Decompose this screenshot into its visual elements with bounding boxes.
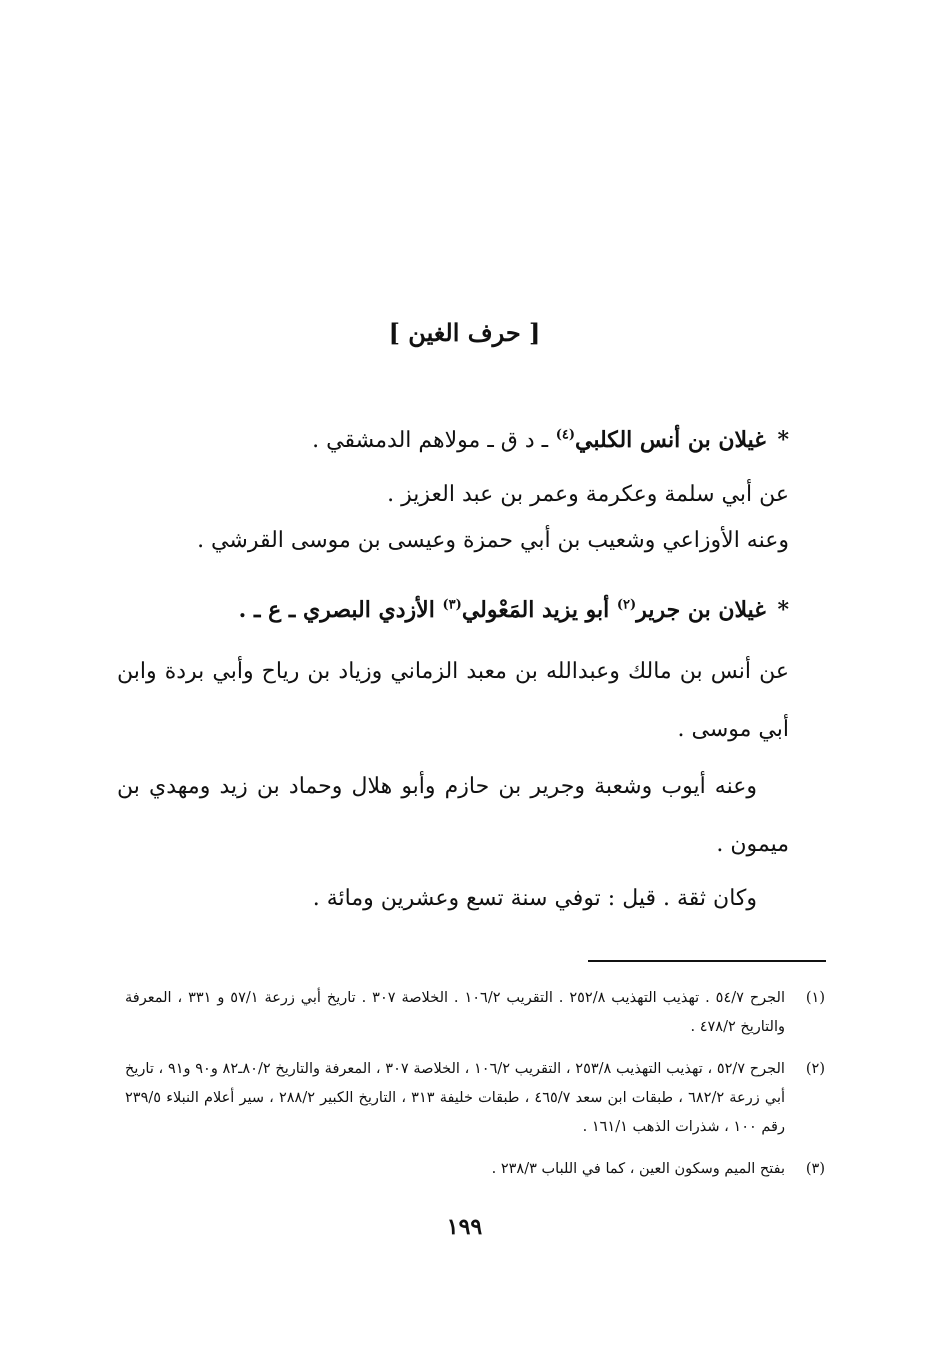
footnote-ref: (٢) bbox=[616, 597, 637, 613]
entry-1-descriptor: ـ د ق ـ مولاهم الدمشقي . bbox=[312, 428, 549, 453]
entry-1-students: وعنه الأوزاعي وشعيب بن أبي حمزة وعيسى بن موسى القرشي . bbox=[197, 528, 789, 553]
chapter-heading: [ حرف الغين ] bbox=[388, 318, 541, 347]
footnote-text: بفتح الميم وسكون العين ، كما في اللباب ٢٣٨/٣ . bbox=[491, 1161, 785, 1177]
entry-2-teachers: عن أنس بن مالك وعبدالله بن معبد الزماني وزياد بن رياح وأبي بردة وابن أبي موسى . bbox=[117, 659, 789, 742]
footnote-text: الجرح ٥٢/٧ ، تهذيب التهذيب ٢٥٣/٨ ، التقريب ١٠٦/٢ ، الخلاصة ٣٠٧ ، المعرفة والتاريخ ٨٠/٢ـ٨٢ و٩٠ و٩١ ، تاريخ أبي زرعة ٦٨٢/٢ ، طبقات ابن سعد ٤٦٥/٧ ، طبقات خليفة ٣١٣ ، التاريخ الكبير ٢٨٨/٢ ، سير أعلام النبلاء ٢٣٩/٥ رقم ١٠٠ ، شذرات الذهب ١٦١/١ . bbox=[125, 1061, 786, 1135]
footnotes bbox=[125, 984, 825, 1197]
footnote-number: (٣) bbox=[805, 1161, 825, 1177]
entry-2-note: وكان ثقة . قيل : توفي سنة تسع وعشرين ومائة . bbox=[312, 886, 757, 911]
entry-2-name: غيلان بن جرير bbox=[636, 597, 766, 623]
entry-marker: * bbox=[777, 597, 789, 623]
footnote-number: (١) bbox=[805, 990, 825, 1006]
footnote-number: (٢) bbox=[805, 1061, 825, 1077]
footnote-ref: (٣) bbox=[442, 597, 462, 613]
entry-2-students: وعنه أيوب وشعبة وجرير بن حازم وأبو هلال وحماد بن زيد ومهدي بن ميمون . bbox=[117, 774, 789, 857]
entry-2-kunya: أبو يزيد المَعْولي bbox=[461, 597, 610, 623]
entry-2-descriptor: الأزدي البصري ـ ع ـ . bbox=[238, 597, 435, 623]
footnote-ref: (٤) bbox=[555, 427, 576, 443]
entry-marker: * bbox=[777, 427, 789, 453]
footnote-3 bbox=[125, 1155, 825, 1184]
page-number: ١٩٩ bbox=[446, 1214, 483, 1240]
entry-2-heading bbox=[149, 590, 789, 630]
footnote-1 bbox=[125, 984, 825, 1042]
footnote-text: الجرح ٥٤/٧ . تهذيب التهذيب ٢٥٢/٨ . التقريب ١٠٦/٢ . الخلاصة ٣٠٧ . تاريخ أبي زرعة ٥٧/١ و ٣٣١ ، المعرفة والتاريخ ٤٧٨/٢ . bbox=[125, 990, 785, 1035]
entry-1 bbox=[149, 420, 789, 561]
entry-1-heading bbox=[149, 420, 789, 461]
entry-1-name: غيلان بن أنس الكلبي bbox=[575, 427, 766, 453]
footnote-separator bbox=[588, 960, 826, 962]
entry-1-teachers: عن أبي سلمة وعكرمة وعمر بن عبد العزيز . bbox=[387, 482, 789, 507]
footnote-2 bbox=[125, 1055, 825, 1142]
